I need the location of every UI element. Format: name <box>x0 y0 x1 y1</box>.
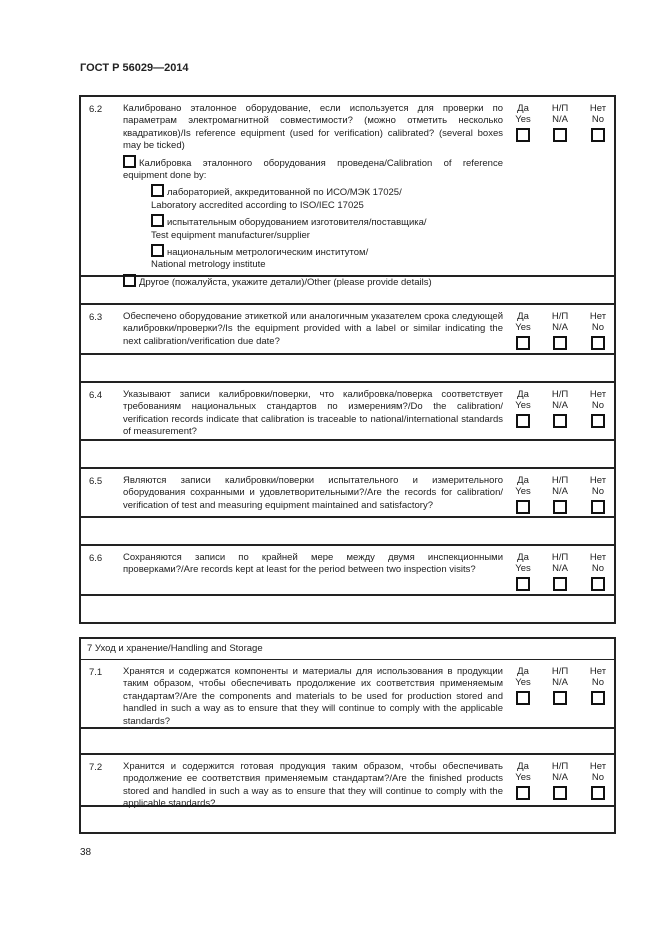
item-6-3 <box>81 305 614 355</box>
na-checkbox[interactable] <box>553 500 567 514</box>
yes-label: Да <box>517 761 529 772</box>
no-label-en: No <box>591 772 605 783</box>
yes-label-en: Yes <box>515 114 531 125</box>
item-question: Хранится и содержится готовая продукция таким образом, чтобы обеспечивать продолжение ее соответствия применяемым стандартам?/Are the finished products stored and handled in such a way as to ensure that they will continue to comply with the applicable standards? <box>123 761 503 810</box>
yes-label: Да <box>517 475 529 486</box>
item-number: 6.4 <box>89 390 103 401</box>
item-question: Хранятся и содержатся компоненты и материалы для использования в продукции таким образом, чтобы обеспечивать продолжение их соответствия применяемым стандартам?/Are the components and materials to be used for production stored and handled in such a way as to ensure that they will continue to comply with the applicable standards? <box>123 666 503 727</box>
no-checkbox[interactable] <box>591 500 605 514</box>
na-label: Н/П <box>551 103 569 114</box>
na-label: Н/П <box>551 475 569 486</box>
item-question: Указывают записи калибровки/поверки, что калибровка/поверка соответствует требованиям национальных стандартов по измерениям?/Do the calibration/ verification records indicate that calibration is traceable to national/international standards of measurement? <box>123 389 503 438</box>
item-number: 6.5 <box>89 476 103 487</box>
no-label-en: No <box>591 322 605 333</box>
na-label: Н/П <box>551 761 569 772</box>
checklist-table-6 <box>79 95 616 624</box>
yes-checkbox[interactable] <box>516 336 530 350</box>
na-checkbox[interactable] <box>553 128 567 142</box>
no-label: Нет <box>589 389 607 400</box>
document-header: ГОСТ Р 56029—2014 <box>80 62 189 74</box>
yes-label: Да <box>517 311 529 322</box>
comment-field[interactable] <box>81 441 614 469</box>
no-label: Нет <box>589 475 607 486</box>
yes-label-en: Yes <box>515 563 531 574</box>
no-label-en: No <box>591 563 605 574</box>
checkbox-metrology-institute[interactable] <box>151 244 164 257</box>
yes-checkbox[interactable] <box>516 414 530 428</box>
option-label: Другое (пожалуйста, укажите детали)/Other (please provide details) <box>139 276 432 288</box>
item-number: 6.3 <box>89 312 103 323</box>
yes-label: Да <box>517 389 529 400</box>
no-label: Нет <box>589 311 607 322</box>
checklist-table-7 <box>79 637 616 834</box>
item-question: Калибровано эталонное оборудование, если используется для проверки по параметрам электромагнитной совместимости? (можно отметить несколько квадратиков)/Is reference equipment (used for verification) calibrated? (several boxes may be ticked) <box>123 103 503 152</box>
no-checkbox[interactable] <box>591 577 605 591</box>
section-heading: 7 Уход и хранение/Handling and Storage <box>81 639 614 660</box>
na-label-en: N/A <box>552 114 568 125</box>
no-label-en: No <box>591 677 605 688</box>
yes-label: Да <box>517 666 529 677</box>
yes-label: Да <box>517 552 529 563</box>
item-question: Обеспечено оборудование этикеткой или аналогичным указателем срока следующей калибровки/проверки?/Is the equipment provided with a label or similar indicating the next calibration/verification due date? <box>123 311 503 347</box>
no-label-en: No <box>591 400 605 411</box>
na-label-en: N/A <box>552 400 568 411</box>
yes-checkbox[interactable] <box>516 500 530 514</box>
no-label-en: No <box>591 486 605 497</box>
page-number: 38 <box>80 847 92 858</box>
no-label: Нет <box>589 552 607 563</box>
yes-checkbox[interactable] <box>516 691 530 705</box>
comment-field[interactable] <box>81 277 614 305</box>
option-label: лабораторией, аккредитованной по ИСО/МЭК 17025/ <box>167 187 402 199</box>
item-6-5 <box>81 469 614 518</box>
no-checkbox[interactable] <box>591 691 605 705</box>
option-label: Калибровка эталонного оборудования проведена/Calibration of reference equipment done by: <box>123 157 503 182</box>
na-checkbox[interactable] <box>553 414 567 428</box>
na-label-en: N/A <box>552 322 568 333</box>
na-checkbox[interactable] <box>553 336 567 350</box>
option-label: Laboratory accredited according to ISO/IEC 17025 <box>151 199 364 211</box>
item-6-2 <box>81 97 614 288</box>
yes-checkbox[interactable] <box>516 577 530 591</box>
no-label: Нет <box>589 666 607 677</box>
no-checkbox[interactable] <box>591 336 605 350</box>
option-label: национальным метрологическим институтом/ <box>167 247 369 259</box>
item-number: 6.2 <box>89 104 103 115</box>
item-number: 7.1 <box>89 667 103 678</box>
yes-checkbox[interactable] <box>516 786 530 800</box>
yes-checkbox[interactable] <box>516 128 530 142</box>
yes-label-en: Yes <box>515 772 531 783</box>
na-checkbox[interactable] <box>553 786 567 800</box>
yes-label-en: Yes <box>515 486 531 497</box>
item-7-2 <box>81 755 614 810</box>
no-label: Нет <box>589 103 607 114</box>
option-label: National metrology institute <box>151 259 266 271</box>
comment-field[interactable] <box>81 807 614 832</box>
comment-field[interactable] <box>81 355 614 383</box>
na-label: Н/П <box>551 666 569 677</box>
no-label-en: No <box>591 114 605 125</box>
no-checkbox[interactable] <box>591 414 605 428</box>
checkbox-accredited-lab[interactable] <box>151 184 164 197</box>
no-checkbox[interactable] <box>591 128 605 142</box>
na-label-en: N/A <box>552 772 568 783</box>
comment-field[interactable] <box>81 729 614 755</box>
na-label: Н/П <box>551 311 569 322</box>
na-checkbox[interactable] <box>553 691 567 705</box>
yes-label-en: Yes <box>515 400 531 411</box>
comment-field[interactable] <box>81 596 614 622</box>
no-label: Нет <box>589 761 607 772</box>
na-checkbox[interactable] <box>553 577 567 591</box>
checkbox-calibration-done[interactable] <box>123 155 136 168</box>
item-6-6 <box>81 546 614 596</box>
item-7-1 <box>81 660 614 729</box>
yes-label: Да <box>517 103 529 114</box>
na-label: Н/П <box>551 552 569 563</box>
comment-field[interactable] <box>81 518 614 546</box>
item-question: Сохраняются записи по крайней мере между двумя инспекционными проверками?/Are records kept at least for the period between two inspection visits? <box>123 552 503 576</box>
option-label: испытательным оборудованием изготовителя/поставщика/ <box>167 217 427 229</box>
item-6-4 <box>81 383 614 441</box>
na-label: Н/П <box>551 389 569 400</box>
item-question: Являются записи калибровки/поверки испытательного и измерительного оборудования сохранными и удовлетворительными?/Are the records for calibration/ verification of test and measuring equipment maintained and satisfactory? <box>123 475 503 511</box>
no-checkbox[interactable] <box>591 786 605 800</box>
item-number: 7.2 <box>89 762 103 773</box>
yes-label-en: Yes <box>515 677 531 688</box>
na-label-en: N/A <box>552 677 568 688</box>
option-label: Test equipment manufacturer/supplier <box>151 229 310 241</box>
na-label-en: N/A <box>552 563 568 574</box>
checkbox-manufacturer[interactable] <box>151 214 164 227</box>
item-number: 6.6 <box>89 553 103 564</box>
yes-label-en: Yes <box>515 322 531 333</box>
na-label-en: N/A <box>552 486 568 497</box>
